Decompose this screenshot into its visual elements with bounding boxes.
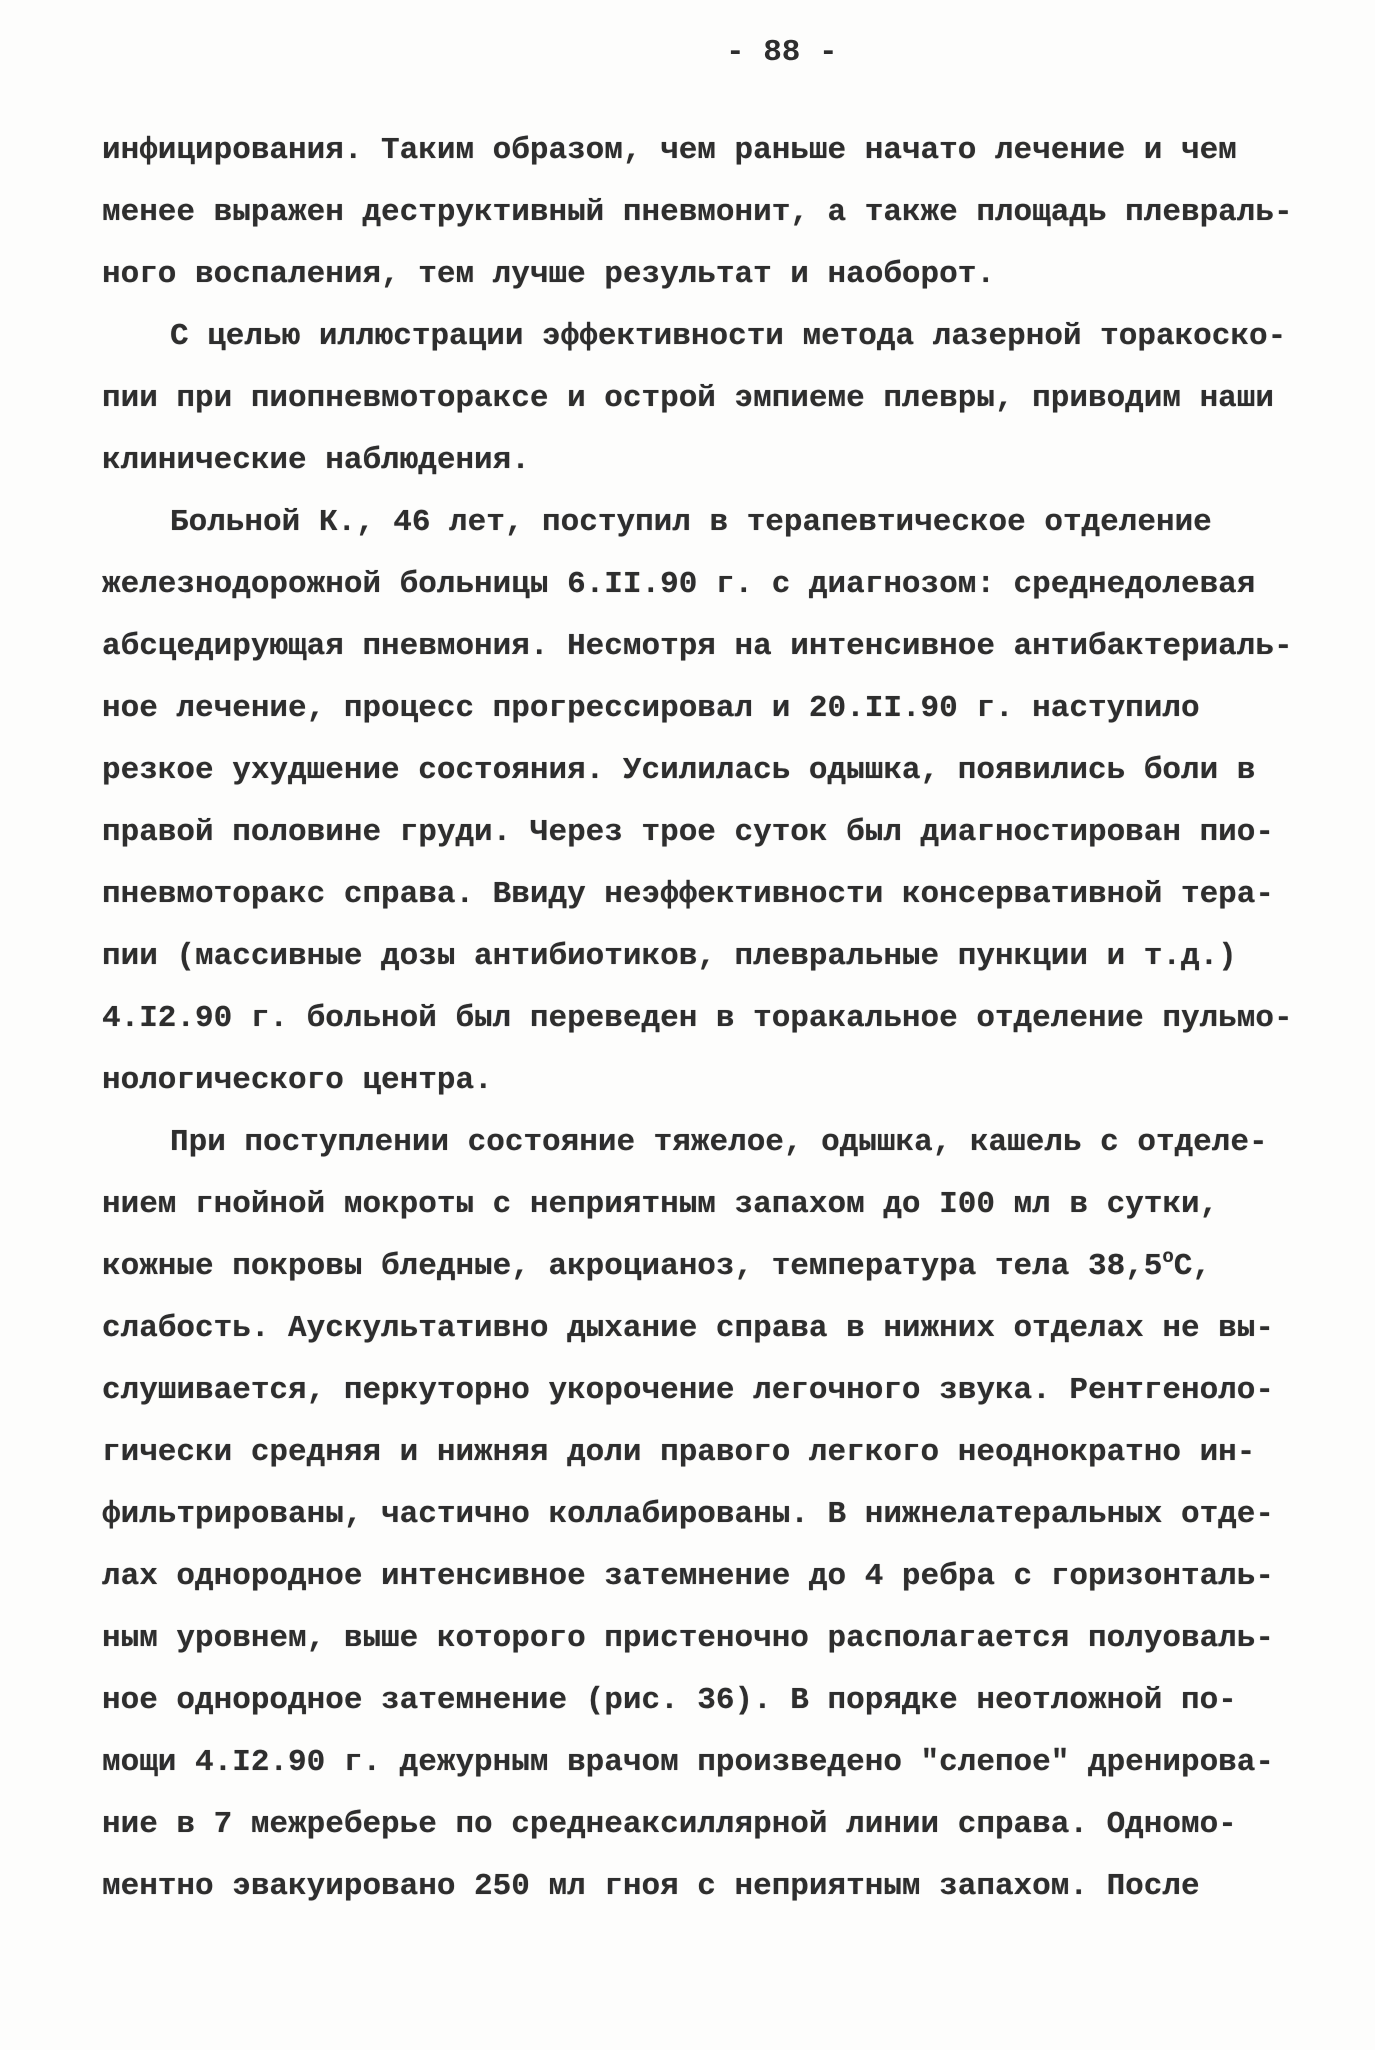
line-text: С, bbox=[1173, 1249, 1211, 1284]
text-line: ное однородное затемнение (рис. 36). В порядке неотложной по- bbox=[102, 1683, 1237, 1718]
text-line: лах однородное интенсивное затемнение до 4 ребра с горизонталь- bbox=[102, 1559, 1274, 1594]
text-line: нием гнойной мокроты с неприятным запахом до I00 мл в сутки, bbox=[102, 1187, 1219, 1222]
text-line: резкое ухудшение состояния. Усилилась одышка, появились боли в bbox=[102, 753, 1256, 788]
paragraph bbox=[102, 1112, 1342, 1918]
text-line: пии при пиопневмотораксе и острой эмпиеме плевры, приводим наши bbox=[102, 381, 1274, 416]
document-body bbox=[102, 120, 1342, 1918]
text-line: менее выражен деструктивный пневмонит, а также площадь плевраль- bbox=[102, 195, 1293, 230]
text-line: правой половине груди. Через трое суток был диагностирован пио- bbox=[102, 815, 1274, 850]
text-line: При поступлении состояние тяжелое, одышка, кашель с отделе- bbox=[170, 1125, 1268, 1160]
line-text: кожные покровы бледные, акроцианоз, температура тела 38,5 bbox=[102, 1249, 1163, 1284]
text-line: слабость. Аускультативно дыхание справа в нижних отделах не вы- bbox=[102, 1311, 1274, 1346]
text-line: мощи 4.I2.90 г. дежурным врачом произведено "слепое" дренирова- bbox=[102, 1745, 1274, 1780]
text-line: ного воспаления, тем лучше результат и наоборот. bbox=[102, 257, 995, 292]
text-line: пневмоторакс справа. Ввиду неэффективности консервативной тера- bbox=[102, 877, 1274, 912]
text-line: абсцедирующая пневмония. Несмотря на интенсивное антибактериаль- bbox=[102, 629, 1293, 664]
paragraph bbox=[102, 492, 1342, 1112]
text-line: ным уровнем, выше которого пристеночно располагается полуоваль- bbox=[102, 1621, 1274, 1656]
text-line: ментно эвакуировано 250 мл гноя с неприятным запахом. После bbox=[102, 1869, 1200, 1904]
text-line: 4.I2.90 г. больной был переведен в торакальное отделение пульмо- bbox=[102, 1001, 1293, 1036]
text-line bbox=[102, 1236, 1342, 1298]
text-line: гически средняя и нижняя доли правого легкого неоднократно ин- bbox=[102, 1435, 1256, 1470]
text-line: слушивается, перкуторно укорочение легочного звука. Рентгеноло- bbox=[102, 1373, 1274, 1408]
page-number: - 88 - bbox=[726, 35, 838, 70]
text-line: железнодорожной больницы 6.II.90 г. с диагнозом: среднедолевая bbox=[102, 567, 1256, 602]
text-line: С целью иллюстрации эффективности метода лазерной торакоско- bbox=[170, 319, 1287, 354]
text-line: клинические наблюдения. bbox=[102, 443, 530, 478]
paragraph bbox=[102, 306, 1342, 492]
text-line: Больной К., 46 лет, поступил в терапевтическое отделение bbox=[170, 505, 1212, 540]
text-line: ние в 7 межреберье по среднеаксиллярной линии справа. Одномо- bbox=[102, 1807, 1237, 1842]
text-line: инфицирования. Таким образом, чем раньше начато лечение и чем bbox=[102, 133, 1237, 168]
text-line: пии (массивные дозы антибиотиков, плевральные пункции и т.д.) bbox=[102, 939, 1237, 974]
paragraph bbox=[102, 120, 1342, 306]
degree-superscript: о bbox=[1162, 1246, 1174, 1268]
text-line: нологического центра. bbox=[102, 1063, 493, 1098]
text-line: ное лечение, процесс прогрессировал и 20.II.90 г. наступило bbox=[102, 691, 1200, 726]
text-line: фильтрированы, частично коллабированы. В нижнелатеральных отде- bbox=[102, 1497, 1274, 1532]
